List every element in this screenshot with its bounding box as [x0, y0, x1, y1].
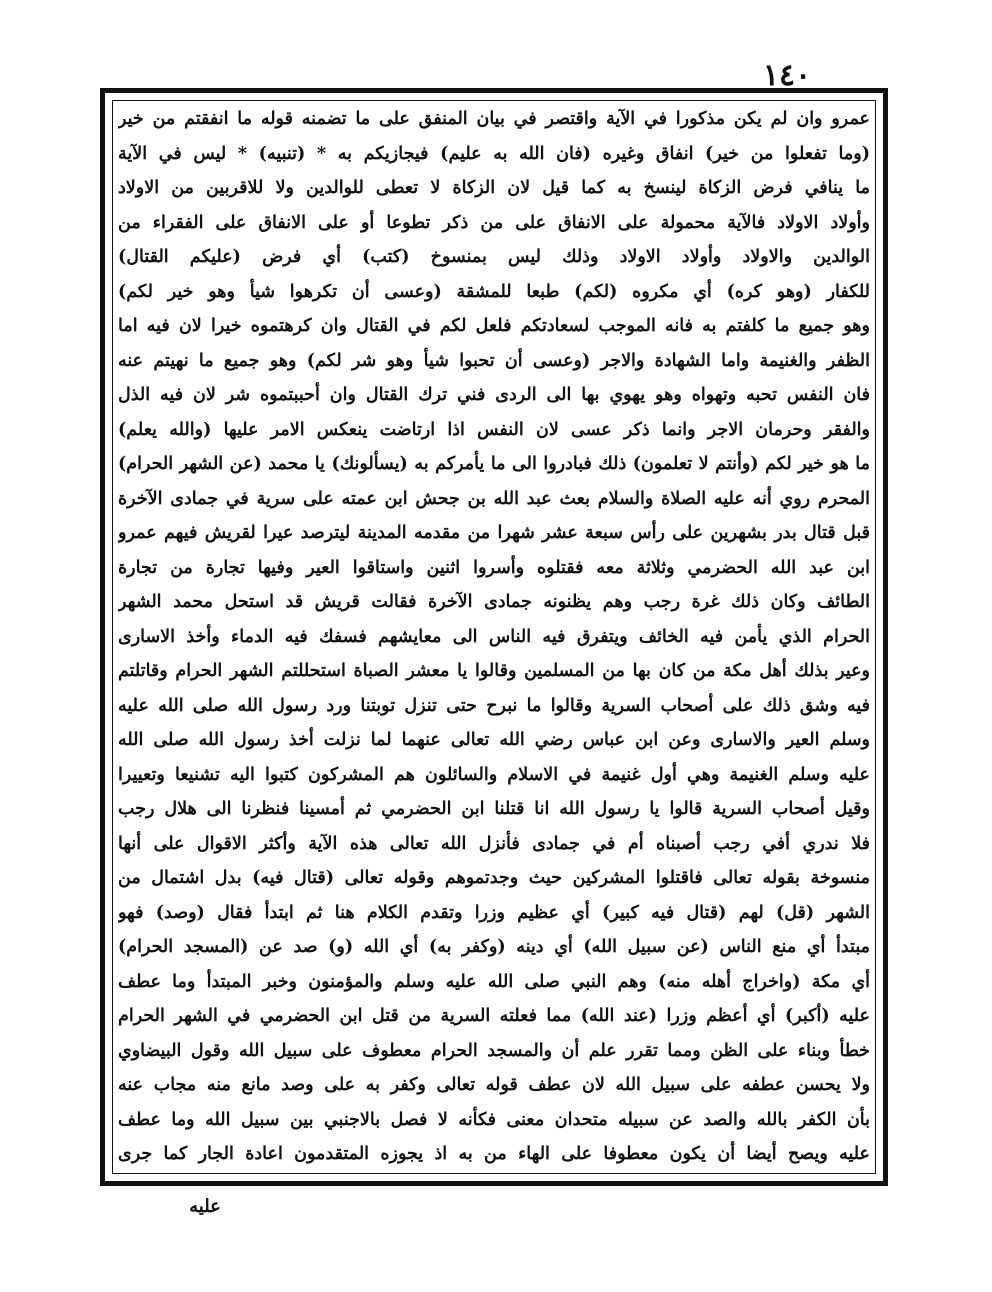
main-text-block: [118, 104, 870, 1170]
text-line: عليه وسلم الغنيمة وهي أول غنيمة في الاسلام والسائلون هم المشركون كتبوا اليه تشنيعا وتعييرا: [118, 764, 870, 785]
text-line: (وما تفعلوا من خير) انفاق وغيره (فان الله به عليم) فيجازيكم به * (تنبيه) * ليس في الآية: [118, 143, 870, 164]
text-line: فيه وشق ذلك على أصحاب السرية وقالوا ما نبرح حتى تنزل توبتنا ورد رسول الله صلى الله عليه: [118, 695, 870, 716]
text-line: قبل قتال بدر بشهرين على رأس سبعة عشر شهرا من مقدمه المدينة ليترصد عيرا لقريش فيهم عمرو: [118, 523, 870, 543]
catchword: عليه: [189, 1196, 221, 1217]
text-line: الشهر (قل) لهم (قتال فيه كبير) أي عظيم وزرا وتقدم الكلام هنا ثم ابتدأ فقال (وصد) فهو: [118, 902, 870, 923]
text-line: الظفر والغنيمة واما الشهادة والاجر (وعسى أن تحبوا شيأ وهو شر لكم) وهو جميع ما نهيتم عنه: [118, 350, 870, 371]
page-number: ١٤٠: [762, 58, 812, 93]
text-line: منسوخة بقوله تعالى فاقتلوا المشركين حيث وجدتموهم وقوله تعالى (قتال فيه) بدل اشتمال من: [118, 868, 870, 888]
text-line: ما هو خير لكم (وأنتم لا تعلمون) ذلك فبادروا الى ما يأمركم به (يسألونك) يا محمد (عن الشهر الحرام): [118, 454, 870, 474]
text-line: وعير بذلك أهل مكة من كان بها من المسلمين وقالوا يا معشر الصباة استحللتم الشهر الحرام وقاتلتم: [118, 661, 870, 681]
text-line: المحرم روي أنه عليه الصلاة والسلام بعث عبد الله بن جحش ابن عمته على سرية في جمادى الآخرة: [118, 488, 870, 509]
text-line: ابن عبد الله الحضرمي وثلاثة معه فقتلوه وأسروا اثنين واستاقوا العير وفيها تجارة من تجارة: [118, 557, 870, 578]
text-line: عليه ويصح أيضا أن يكون معطوفا على الهاء من به اذ يجوزه المتقدمون اعادة الجار كما جرى: [118, 1144, 870, 1164]
text-line: وأولاد الاولاد فالآية محمولة على الانفاق على من ذكر تطوعا أو على الانفاق على الفقراء من: [118, 212, 870, 233]
text-line: بأن الكفر بالله والصد عن سبيله متحدان معنى فكأنه لا فصل بالاجنبي بين سبيل الله وما عطف: [118, 1109, 870, 1130]
text-line: والفقر وحرمان الاجر وانما ذكر عسى لان النفس اذا ارتاضت ينعكس الامر عليها (والله يعلم): [118, 419, 870, 440]
text-line: وهو جميع ما كلفتم به فانه الموجب لسعادتكم فلعل لكم في القتال وان كرهتموه خيرا لان فيه اما: [118, 316, 870, 336]
text-line: للكفار (وهو كره) أي مكروه (لكم) طبعا للمشقة (وعسى أن تكرهوا شيأ وهو خير لكم): [118, 281, 870, 302]
text-line: وسلم العير والاسارى وعن ابن عباس رضي الله تعالى عنهما لما نزلت أخذ رسول الله صلى الله: [118, 730, 870, 750]
text-line: عمرو وان لم يكن مذكورا في الآية واقتصر في بيان المنفق على ما تضمنه قوله ما انفقتم من خير: [118, 109, 870, 129]
text-line: ما ينافي فرض الزكاة لينسخ به كما قيل لان الزكاة لا تعطى للوالدين ولا للاقربين من الاولاد: [118, 178, 870, 198]
text-line: مبتدأ أي منع الناس (عن سبيل الله) أي دينه (وكفر به) أي الله (و) صد عن (المسجد الحرام): [118, 937, 870, 957]
text-line: وقيل أصحاب السرية قالوا يا رسول الله انا قتلنا ابن الحضرمي ثم أمسينا فنظرنا الى هلال رجب: [118, 799, 870, 819]
text-line: أي مكة (واخراج أهله منه) وهم النبي صلى الله عليه وسلم والمؤمنون وخبر المبتدأ وما عطف: [118, 971, 870, 992]
text-line: الوالدين والاولاد وأولاد الاولاد وذلك ليس بمنسوخ (كتب) أي فرض (عليكم القتال): [118, 247, 870, 267]
text-line: الطائف وكان ذلك غرة رجب وهم يظنونه جمادى الآخرة فقالت قريش قد استحل محمد الشهر: [118, 592, 870, 612]
text-line: الحرام الذي يأمن فيه الخائف ويتفرق فيه الناس الى معايشهم فسفك فيه الدماء وأخذ الاسارى: [118, 626, 870, 647]
text-line: فلا ندري أفي رجب أصبناه أم في جمادى فأنزل الله تعالى هذه الآية وأكثر الاقوال على أنها: [118, 833, 870, 854]
text-line: ولا يحسن عطفه على سبيل الله لان عطف قوله تعالى وكفر به على وصد مانع منه مجاب عنه: [118, 1075, 870, 1095]
text-line: فان النفس تحبه وتهواه وهو يهوي بها الى الردى فني ترك القتال وان أحببتموه شر لان فيه الذل: [118, 385, 870, 405]
text-line: عليه (أكبر) أي أعظم وزرا (عند الله) مما فعلته السرية من قتل ابن الحضرمي في الشهر الحرام: [118, 1006, 870, 1026]
text-line: خطأ وبناء على الظن ومما تقرر علم أن والمسجد الحرام معطوف على سبيل الله وقول البيضاوي: [118, 1040, 870, 1061]
